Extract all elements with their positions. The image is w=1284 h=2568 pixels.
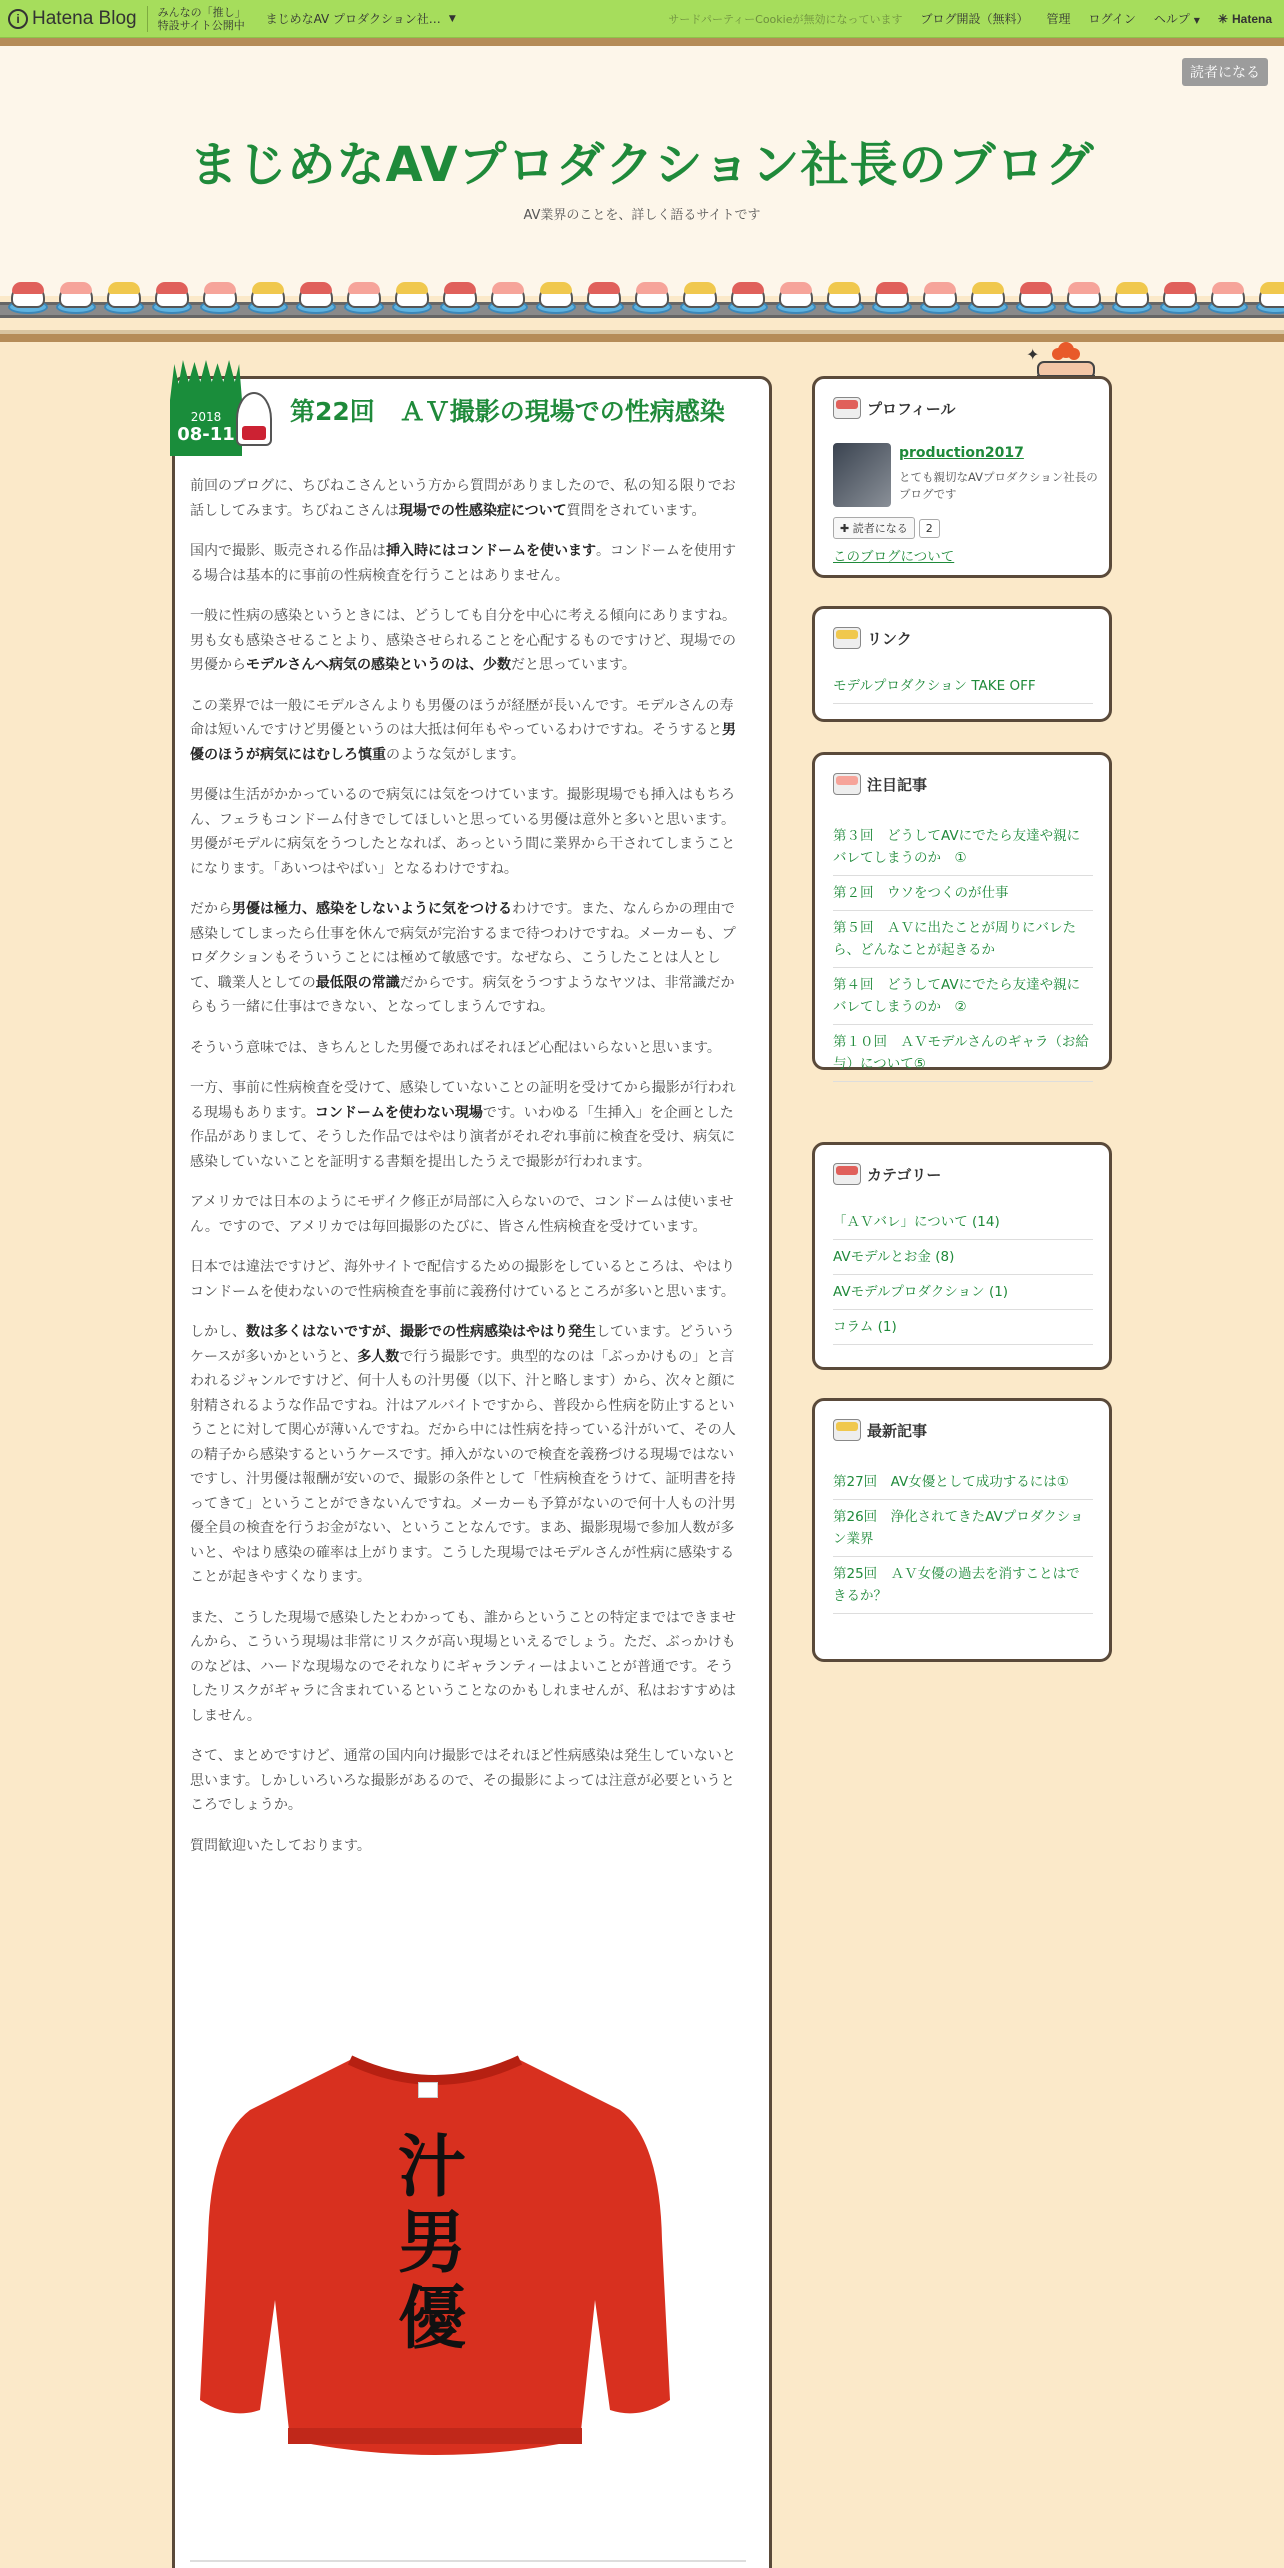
sushi-icon [833,397,861,419]
paragraph-text: だからです。病気をうつすようなヤツは、非常識だからもう一緒に仕事はできない、となってしまうんですね。 [190,974,735,1015]
blog-name: まじめなAV プロダクション社… [265,12,441,26]
emphasis-text: 最低限の常識 [315,974,400,991]
paragraph-text: だから [190,901,232,917]
svg-text:✦: ✦ [1026,345,1040,364]
divider [147,6,148,32]
module-title [833,1163,941,1185]
subscribe-label: 読者になる [852,522,908,535]
profile-description: とても親切なAVプロダクション社長のブログです [899,470,1098,501]
sushi-topping-icon [876,282,908,294]
sushi-conveyor-decoration [0,280,1284,330]
sushi-topping-icon [252,282,284,294]
emphasis-text: 多人数 [357,1348,400,1365]
hatena-label: Hatena [1231,11,1272,26]
onigiri-icon [236,392,272,446]
module-title-text: プロフィール [867,399,956,418]
recent-post-item[interactable]: 第27回 AV女優として成功するには① [833,1465,1093,1500]
recent-post-item[interactable]: 第26回 浄化されてきたAVプロダクション業界 [833,1500,1093,1557]
entry-paragraph [190,1744,746,1818]
sushi-topping-icon [1260,282,1284,294]
subscribe-button[interactable]: 読者になる [1182,58,1268,86]
paragraph-text: この業界では一般にモデルさんよりも男優のほうが経歴が長いんです。モデルさんの寿命は短いんですけど男優というのは大抵は何年もやっているわけですね。そうすると [190,697,734,738]
category-item[interactable]: AVモデルとお金 (8) [833,1240,1093,1275]
category-item[interactable]: AVモデルプロダクション (1) [833,1275,1093,1310]
manage-link[interactable]: 管理 [1046,12,1071,26]
module-title-text: 注目記事 [867,775,928,794]
module-title-text: カテゴリー [867,1165,942,1184]
cookie-notice-link[interactable]: サードパーティーCookieが無効になっています [668,12,903,26]
category-item[interactable]: コラム (1) [833,1310,1093,1345]
date-month-day: 08-11 [177,424,235,445]
paragraph-text: しかし、 [190,1324,246,1340]
sushi-topping-icon [204,282,236,294]
featured-item[interactable]: 第２回 ウソをつくのが仕事 [833,876,1093,911]
sushi-topping-icon [300,282,332,294]
hatena-star-icon: ✳ [1217,11,1228,26]
start-blog-link[interactable]: ブログ開設（無料） [920,12,1029,26]
date-badge [170,360,242,456]
module-title [833,627,912,649]
paragraph-text: 男優は生活がかかっているので病気には気をつけています。撮影現場でも挿入はもちろん、フェラもコンドーム付きでしてほしいと思っている男優は意外と多いと思います。男優がモデルに病気をうつしたとなれば、あっという間に業界から干されてしまうことになります。「あいつはやばい」となるわけですね。 [190,787,736,877]
help-label: ヘルプ [1153,12,1190,26]
sushi-topping-icon [156,282,188,294]
subscribe-widget [833,517,940,539]
hatena-home-link[interactable] [1218,12,1272,26]
module-title [833,773,927,795]
date-year: 2018 [190,410,222,424]
sushi-topping-icon [684,282,716,294]
recent-posts-module [812,1398,1112,1662]
paragraph-text: さて、まとめですけど、通常の国内向け撮影ではそれほど性病感染は発生していないと思います。しかしいろいろな撮影があるので、その撮影によっては注意が必要というところでしょうか。 [190,1748,736,1813]
tag-label [418,2082,438,2098]
paragraph-text: で行う撮影です。典型的なのは「ぶっかけもの」と言われるジャンルですけど、何十人もの汁男優（以下、汁と略します）から、次々と顔に射精されるような作品ですね。汁はアルバイトですから、普段から性病を防止するということに対して関心が薄いんですね。だから中には性病を持っている汁がいて、その人の精子から感染するというケースです。挿入がないので検査を義務づける現場ではないですし、汁男優は報酬が安いので、撮影の条件として「性病検査をうけて、証明書を持ってきて」ということができないんですね。メーカーも予算がないので何十人もの汁男優全員の検査を行うお金がない、ということなんです。まあ、撮影現場で参加人数が多いと、やはり感染の確率は上がります。こうした現場ではモデルさんが性病に感染することが起きやすくなります。 [190,1348,736,1585]
recent-post-item[interactable]: 第25回 ＡＶ女優の過去を消すことはできるか？ [833,1557,1093,1614]
sushi-topping-icon [348,282,380,294]
header-divider [0,38,1284,46]
promo-line: 特設サイト公開中 [157,18,245,32]
sushi-topping-icon [12,282,44,294]
entry-paragraph [190,694,746,768]
entry-paragraph [190,1036,746,1061]
login-link[interactable]: ログイン [1088,12,1136,26]
paragraph-text: アメリカでは日本のようにモザイク修正が局部に入らないので、コンドームは使いません。ですので、アメリカでは毎回撮影のたびに、皆さん性病検査を受けています。 [190,1194,734,1235]
module-title-text: リンク [867,629,912,648]
entry-title[interactable]: 第22回 ＡＶ撮影の現場での性病感染 [290,397,725,426]
paragraph-text: です。いわゆる「生挿入」を企画とした作品がありまして、そうした作品ではやはり演者がそれぞれ事前に検査を受け、病気に感染していないことを証明する書類を提出したうえで撮影が行われます。 [190,1104,736,1170]
help-menu[interactable] [1154,10,1200,27]
sushi-topping-icon [1116,282,1148,294]
sushi-icon [833,773,861,795]
sushi-icon [833,1163,861,1185]
sushi-icon [833,1419,861,1441]
profile-module [812,376,1112,578]
promo-line: みんなの「推し」 [157,5,246,19]
entry-paragraph [190,783,746,881]
paragraph-text: しています。どういうケースが多いかというと、 [190,1324,735,1365]
sweatshirt-kanji: 汁男優 [397,2128,466,2359]
sushi-topping-icon [636,282,668,294]
paragraph-text: のような気がします。 [386,746,525,763]
caret-down-icon: ▼ [448,13,456,24]
blog-description: AV業界のことを、詳しく語るサイトです [523,208,761,223]
entry-paragraph [190,897,746,1020]
paragraph-text: わけです。また、なんらかの理由で感染してしまったら仕事を休んで病気が完治するまで待つわけですね。メーカーも、プロダクションもそういうことには極めて敏感です。なぜなら、こうしたことは人として、職業人としての [190,901,736,991]
paragraph-text: 一方、事前に性病検査を受けて、感染していないことの証明を受けてから撮影が行われる現場もあります。 [190,1080,736,1121]
emphasis-text: 数は多くはないですが、撮影での性病感染はやはり発生 [246,1324,596,1340]
paragraph-text: そういう意味では、きちんとした男優であればそれほど心配はいらないと思います。 [190,1039,721,1056]
emphasis-text: モデルさんへ病気の感染というのは、少数 [246,657,512,673]
entry-paragraph [190,1606,746,1729]
recent-posts-list [833,1465,1093,1614]
subscriber-count: 2 [919,519,940,538]
sushi-topping-icon [588,282,620,294]
sushi-topping-icon [972,282,1004,294]
hatena-logo-icon: i [8,9,28,29]
featured-item[interactable]: 第１０回 ＡＶモデルさんのギャラ（お給与）について⑤ [833,1025,1093,1082]
blog-name-dropdown[interactable] [266,10,456,27]
entry-content [190,474,746,1874]
paragraph-text: 前回のブログに、ちびねこさんという方から質問がありましたので、私の知る限りでお話ししてみます。ちびねこさんは [190,478,736,519]
blog-title[interactable]: まじめなAVプロダクション社長のブログ [189,137,1095,193]
sushi-topping-icon [540,282,572,294]
featured-item[interactable]: 第４回 どうしてAVにでたら友達や親にバレてしまうのか ② [833,968,1093,1025]
sushi-topping-icon [108,282,140,294]
emphasis-text: コンドームを使わない現場 [314,1104,483,1121]
categories-list [833,1205,1093,1345]
subscribe-button[interactable]: ✚ 読者になる [833,517,915,539]
paragraph-text: 一般に性病の感染というときには、どうしても自分を中心に考える傾向にありますね。男も女も感染させることより、感染させられることを心配するものですけど、現場での男優から [190,608,736,673]
links-list [833,669,1093,704]
caret-down-icon: ▼ [1193,16,1200,25]
promo-banner[interactable] [158,6,246,32]
sushi-topping-icon [60,282,92,294]
paragraph-text: 質問をされています。 [566,502,706,519]
sushi-topping-icon [1020,282,1052,294]
featured-item[interactable]: 第３回 どうしてAVにでたら友達や親にバレてしまうのか ① [833,819,1093,876]
profile-name-link[interactable]: production2017 [899,445,1024,461]
module-title [833,1419,927,1441]
grass-icon [170,360,242,400]
sushi-topping-icon [1164,282,1196,294]
entry-paragraph [190,539,746,588]
paragraph-text: 質問歓迎いたしております。 [190,1837,371,1854]
sushi-topping-icon [1212,282,1244,294]
paragraph-text: 日本では違法ですけど、海外サイトで配信するための撮影をしているところは、やはりコンドームを使わないので性病検査を事前に義務付けているところが多いと思います。 [190,1259,736,1300]
sidebar-link[interactable]: モデルプロダクション TAKE OFF [833,669,1093,704]
emphasis-text: 男優は極力、感染をしないように気をつける [232,901,512,917]
logo-text: Hatena Blog [32,7,137,29]
emphasis-text: 現場での性感染症について [398,502,567,519]
blog-header [0,46,1284,296]
about-blog-link[interactable]: このブログについて [833,549,955,565]
sweatshirt-image [200,2040,670,2460]
paragraph-text: だと思っています。 [511,657,636,673]
paragraph-text: 。コンドームを使用する場合は基本的に事前の性病検査を行うことはありません。 [190,543,736,584]
entry-paragraph [190,1834,746,1859]
entry-paragraph [190,1320,746,1590]
emphasis-text: 挿入時にはコンドームを使います [386,543,596,559]
category-item[interactable]: 「ＡＶバレ」について (14) [833,1205,1093,1240]
emphasis-text: 男優のほうが病気にはむしろ慎重 [190,722,736,763]
sushi-icon [833,627,861,649]
featured-list [833,819,1093,1082]
module-title-text: 最新記事 [867,1421,928,1440]
entry-paragraph [190,1255,746,1304]
sushi-topping-icon [444,282,476,294]
paragraph-text: 国内で撮影、販売される作品は [190,543,386,559]
sushi-topping-icon [924,282,956,294]
entry-paragraph [190,604,746,678]
links-module [812,606,1112,722]
sushi-topping-icon [1068,282,1100,294]
module-title [833,397,956,419]
entry-paragraph [190,474,746,523]
featured-item[interactable]: 第５回 ＡＶに出たことが周りにバレたら、どんなことが起きるか [833,911,1093,968]
categories-module [812,1142,1112,1370]
sushi-topping-icon [492,282,524,294]
sushi-topping-icon [732,282,764,294]
featured-module [812,752,1112,1070]
paragraph-text: また、こうした現場で感染したとわかっても、誰からということの特定まではできませんから、こういう現場は非常にリスクが高い現場といえるでしょう。ただ、ぶっかけものなどは、ハードな現場なのでそれなりにギャランティーはよいことが普通です。そうしたリスクがギャラに含まれているということなのかもしれませんが、私はおすすめはしません。 [190,1609,736,1724]
sushi-topping-icon [396,282,428,294]
sushi-topping-icon [828,282,860,294]
global-header [0,0,1284,38]
article-footer-divider [190,2560,746,2562]
hatena-blog-logo[interactable] [0,8,137,30]
avatar[interactable] [833,443,891,507]
entry-paragraph [190,1190,746,1239]
sushi-topping-icon [780,282,812,294]
entry-paragraph [190,1076,746,1174]
